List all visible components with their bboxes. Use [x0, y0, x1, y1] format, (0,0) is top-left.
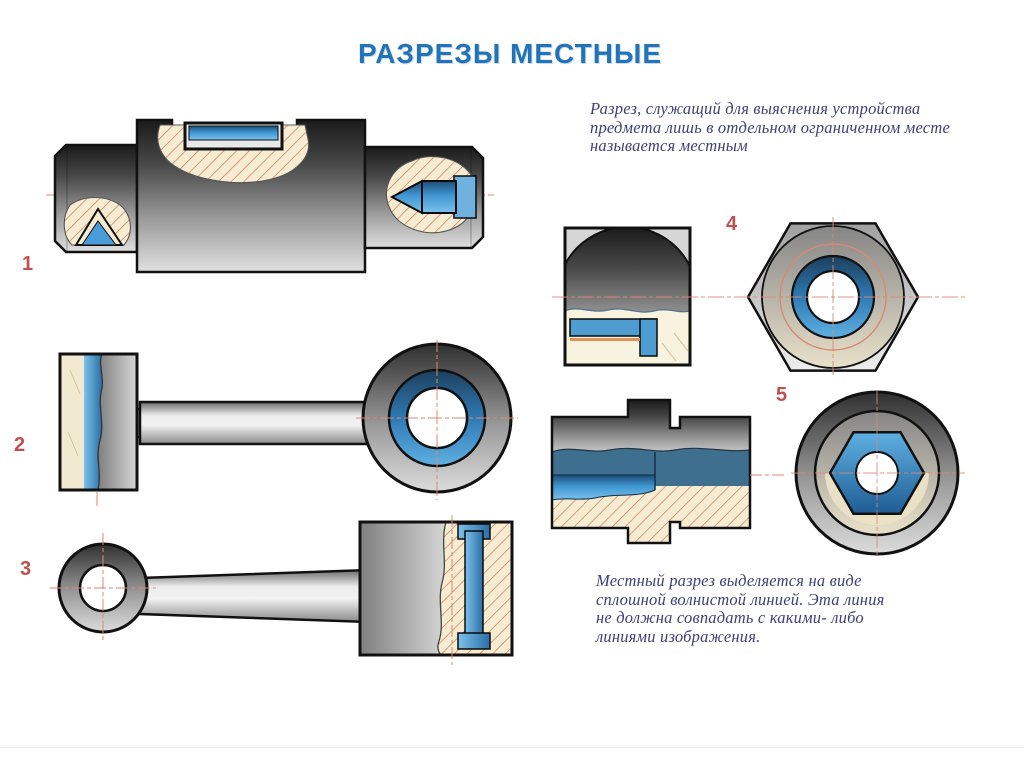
eye-with-bushing-section — [356, 340, 518, 500]
shaft-right-center-hole-section — [386, 157, 476, 233]
page-title: РАЗРЕЗЫ МЕСТНЫЕ — [358, 38, 662, 69]
figure-1-stepped-shaft-drawing — [40, 105, 500, 300]
small-eye — [50, 533, 156, 643]
figure-2-label: 2 — [14, 434, 26, 456]
fitting-side-view — [552, 400, 785, 546]
rule-line-3: не должна совпадать с какими- либо — [596, 608, 864, 627]
definition-line-1: Разрез, служащий для выяснения устройства — [590, 99, 921, 118]
figure-4-hex-nut-drawing — [550, 215, 970, 381]
figure-5-label: 5 — [776, 384, 788, 406]
figure-2-eye-rod-drawing — [40, 340, 530, 525]
figure-1-label: 1 — [22, 253, 34, 275]
slotted-head-with-local-section — [360, 515, 512, 665]
definition-line-3: называется местным — [590, 136, 748, 155]
flat-head-with-local-section — [60, 354, 137, 506]
rule-line-2: сплошной волнистой линией. Эта линия — [596, 589, 885, 609]
figure-5-socket-fitting-drawing — [545, 390, 985, 560]
rule-note — [596, 572, 976, 646]
definition-line-2: предмета лишь в отдельном ограниченном месте — [590, 117, 950, 137]
rod-body — [125, 402, 372, 444]
bottom-divider — [0, 747, 1024, 748]
definition-note — [590, 100, 1020, 156]
figure-3-lever-drawing — [20, 515, 520, 683]
figure-3-label: 3 — [20, 558, 32, 580]
fitting-front-view — [791, 390, 965, 558]
rule-line-4: линиями изображения. — [596, 626, 761, 646]
figure-4-label: 4 — [726, 213, 738, 235]
rule-line-1: Местный разрез выделяется на виде — [596, 571, 862, 590]
lever-rod — [140, 570, 368, 622]
